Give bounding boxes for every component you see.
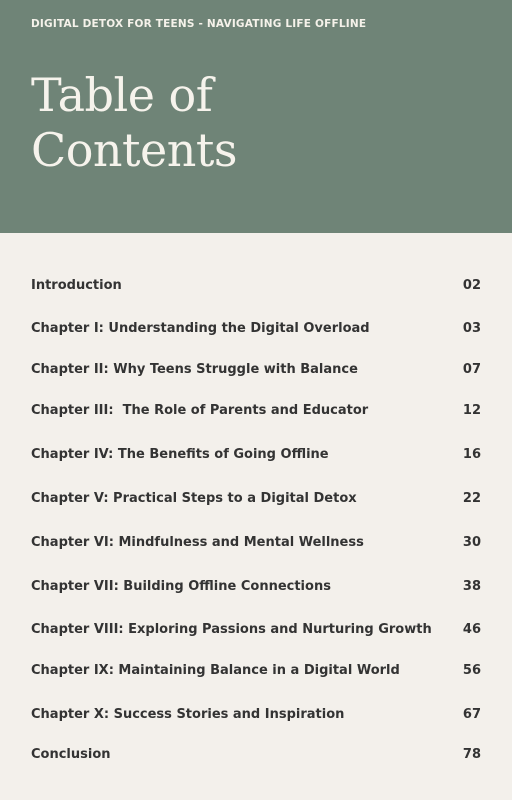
- toc-entry-page-number: 78: [462, 747, 481, 762]
- toc-entry-label: Chapter III: The Role of Parents and Educator: [31, 403, 369, 418]
- toc-entry-label: Chapter IV: The Benefits of Going Offline: [31, 447, 329, 462]
- toc-entry-page-number: 22: [462, 491, 481, 506]
- toc-entry-page-number: 02: [462, 278, 481, 293]
- toc-entry-label: Chapter IX: Maintaining Balance in a Digital World: [31, 663, 400, 678]
- toc-entry-page-number: 46: [462, 622, 481, 637]
- toc-entry: [31, 319, 481, 339]
- toc-entry-label: Conclusion: [31, 747, 111, 762]
- toc-entry-label: Chapter I: Understanding the Digital Overload: [31, 321, 370, 336]
- toc-entry-label: Chapter VIII: Exploring Passions and Nurturing Growth: [31, 622, 432, 637]
- toc-entry: [31, 489, 481, 509]
- toc-entry-page-number: 67: [462, 707, 481, 722]
- toc-entry-label: Introduction: [31, 278, 122, 293]
- page-title-line-2: Contents: [31, 123, 237, 177]
- document-kicker: DIGITAL DETOX FOR TEENS - NAVIGATING LIFE OFFLINE: [31, 18, 367, 30]
- toc-entry-page-number: 38: [462, 579, 481, 594]
- toc-entry-page-number: 12: [462, 403, 481, 418]
- toc-entry-page-number: 56: [462, 663, 481, 678]
- page-title: [31, 68, 237, 178]
- toc-entry-label: Chapter V: Practical Steps to a Digital Detox: [31, 491, 357, 506]
- toc-entry-page-number: 07: [462, 362, 481, 377]
- toc-entry: [31, 360, 481, 380]
- toc-entry: [31, 533, 481, 553]
- toc-entry: [31, 401, 481, 421]
- toc-entry-label: Chapter X: Success Stories and Inspiration: [31, 707, 345, 722]
- toc-entry: [31, 276, 481, 296]
- toc-entry: [31, 577, 481, 597]
- page-title-line-1: Table of: [31, 68, 213, 122]
- toc-entry-page-number: 03: [462, 321, 481, 336]
- toc-entry: [31, 705, 481, 725]
- header-banner: [0, 0, 512, 233]
- toc-entry: [31, 661, 481, 681]
- toc-entry: [31, 745, 481, 765]
- toc-entry-label: Chapter II: Why Teens Struggle with Balance: [31, 362, 358, 377]
- toc-entry-page-number: 30: [462, 535, 481, 550]
- toc-entry: [31, 620, 481, 640]
- toc-entry-page-number: 16: [462, 447, 481, 462]
- toc-entry-label: Chapter VI: Mindfulness and Mental Wellness: [31, 535, 364, 550]
- toc-entry-label: Chapter VII: Building Offline Connections: [31, 579, 331, 594]
- toc-entry: [31, 445, 481, 465]
